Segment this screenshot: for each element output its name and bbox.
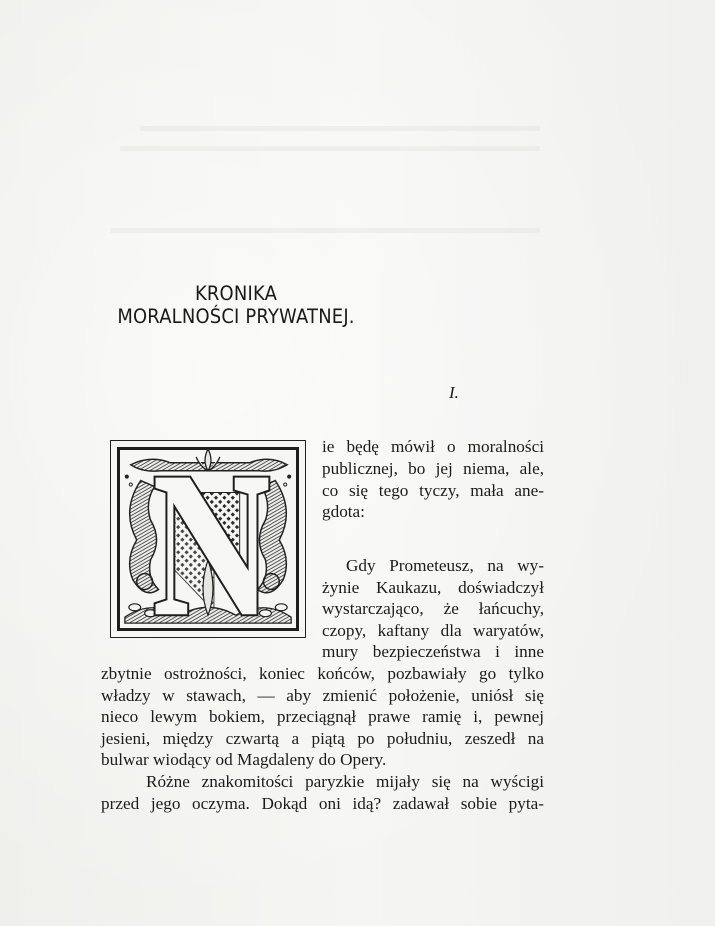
text-line: nieco lewym bokiem, przeciągnął prawe ramię i, pewnej — [101, 707, 544, 726]
text-line: jesieni, między czwartą a piątą po południu, zeszedł na — [101, 729, 544, 748]
ornamental-drop-cap — [110, 440, 306, 638]
bleed-through-mark — [110, 228, 540, 233]
text-line: wystarczająco, że łańcuchy, — [322, 599, 544, 618]
text-line: mury bezpieczeństwa i inne — [322, 642, 544, 661]
drop-cap-letter-text: N — [207, 635, 209, 637]
text-line: żynie Kaukazu, doświadczył — [322, 578, 544, 597]
text-line: bulwar wiodący od Magdaleny do Opery. — [101, 750, 387, 769]
text-line: władzy w stawach, — aby zmienić położenie, uniósł się — [101, 686, 544, 705]
drop-cap-ornament-icon — [111, 441, 305, 637]
text-line: zbytnie ostrożności, koniec końców, pozbawiały go tylko — [101, 664, 544, 683]
bleed-through-mark — [120, 146, 540, 151]
text-line: gdota: — [322, 502, 365, 521]
text-line: Gdy Prometeusz, na wy- — [346, 556, 544, 575]
chapter-title-line-2: MORALNOŚCI PRYWATNEJ. — [117, 305, 355, 328]
section-number: I. — [449, 383, 459, 402]
text-line: przed jego oczyma. Dokąd oni idą? zadawał sobie pyta- — [101, 794, 544, 813]
text-line: czopy, kaftany dla waryatów, — [322, 621, 544, 640]
text-line: co się tego tyczy, mała ane- — [322, 481, 544, 500]
text-line: Różne znakomitości paryzkie mijały się na wyścigi — [146, 772, 544, 791]
text-line: publicznej, bo jej niema, ale, — [322, 459, 544, 478]
bleed-through-mark — [140, 126, 540, 131]
chapter-title-line-1: KRONIKA — [194, 282, 278, 305]
text-line: ie będę mówił o moralności — [322, 437, 544, 456]
